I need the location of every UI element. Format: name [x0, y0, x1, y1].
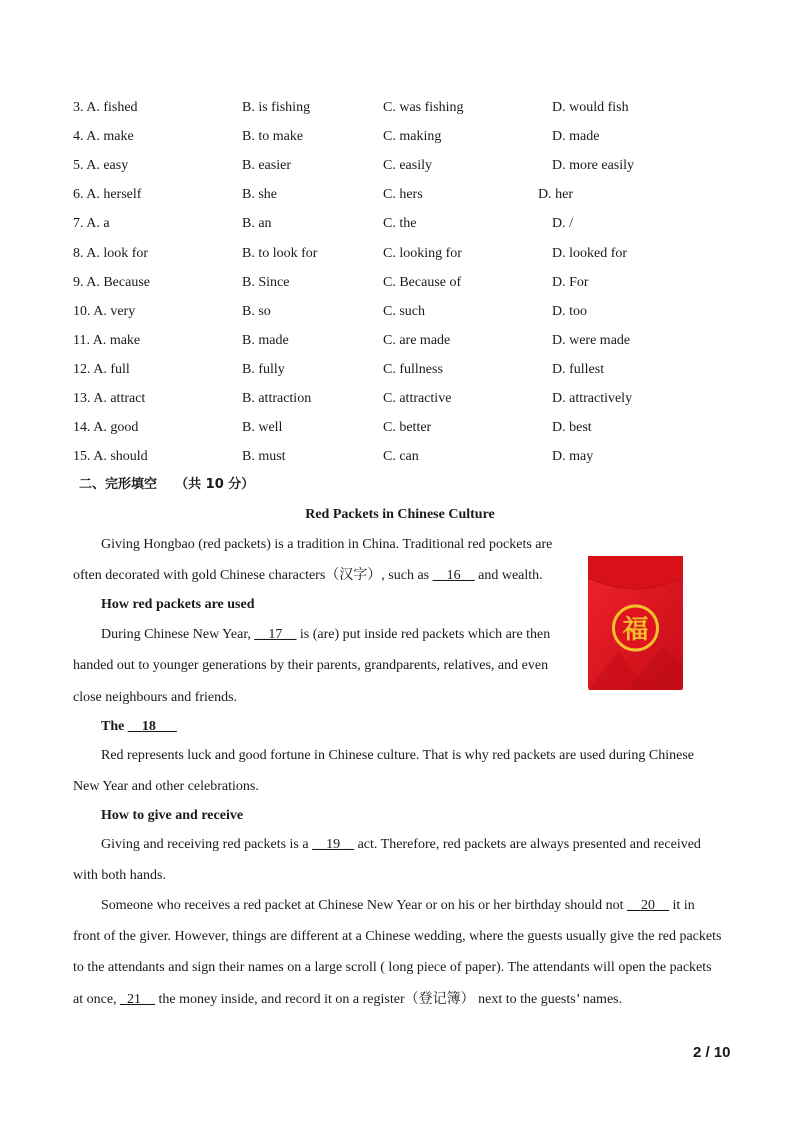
option-a: 7. A. a [73, 216, 110, 232]
blank-17: __17__ [254, 627, 297, 642]
option-a: 6. A. herself [73, 187, 142, 203]
option-b: B. is fishing [242, 100, 311, 115]
subheading-usage: How red packets are used [101, 597, 255, 612]
option-d: D. attractively [552, 391, 633, 406]
option-b: B. attraction [242, 391, 312, 406]
section-score: （共 10 分） [175, 477, 255, 492]
option-row [0, 447, 800, 467]
option-d: D. more easily [552, 158, 635, 174]
subheading-give-receive: How to give and receive [101, 808, 244, 823]
option-c: C. can [383, 449, 419, 465]
option-a: 10. A. very [73, 303, 136, 319]
blank-19: __19__ [312, 837, 355, 852]
option-a: 14. A. good [73, 420, 139, 436]
option-b: B. she [242, 187, 277, 203]
paragraph-line: Giving and receiving red packets is a __19__ act. Therefore, red packets are always presented and received [101, 837, 701, 852]
option-d: D. would fish [552, 100, 629, 115]
paragraph-line: New Year and other celebrations. [73, 779, 259, 794]
option-c: C. the [383, 216, 417, 232]
option-b: B. well [242, 420, 283, 436]
fu-character: 福 [622, 615, 649, 645]
option-b: B. an [242, 216, 272, 232]
blank-18: __18___ [127, 719, 177, 734]
option-d: D. For [552, 274, 589, 290]
option-c: C. are made [383, 332, 451, 348]
option-a: 12. A. full [73, 361, 130, 377]
option-row [0, 418, 800, 438]
option-row [0, 156, 800, 176]
option-row [0, 127, 800, 147]
option-c: C. was fishing [383, 100, 464, 115]
option-d: D. / [552, 216, 573, 232]
blank-16: __16__ [432, 568, 475, 583]
option-b: B. so [242, 303, 271, 319]
option-b: B. to make [242, 129, 304, 145]
option-c: C. easily [383, 158, 432, 174]
option-b: B. fully [242, 361, 285, 377]
paragraph-line: at once, _21__ the money inside, and record it on a register（登记簿） next to the guests’ names. [73, 992, 623, 1007]
section-label: 二、完形填空 [79, 477, 158, 492]
option-c: C. Because of [383, 274, 462, 290]
option-c: C. better [383, 420, 432, 436]
red-packet-icon [588, 556, 683, 690]
paragraph-line: handed out to younger generations by their parents, grandparents, relatives, and even [73, 658, 549, 673]
option-c: C. such [383, 303, 425, 319]
option-b: B. must [242, 449, 286, 465]
option-b: B. easier [242, 158, 291, 174]
paragraph-line: often decorated with gold Chinese characters（汉字）, such as __16__ and wealth. [73, 568, 543, 583]
option-c: C. hers [383, 187, 423, 203]
option-c: C. making [383, 129, 442, 145]
option-a: 8. A. look for [73, 245, 149, 261]
option-row [0, 244, 800, 264]
paragraph-line: Red represents luck and good fortune in Chinese culture. That is why red packets are used during Chinese [101, 748, 695, 763]
paragraph-line: close neighbours and friends. [73, 690, 238, 705]
option-row [0, 273, 800, 293]
paragraph-line: Someone who receives a red packet at Chinese New Year or on his or her birthday should not __20__ it in [101, 898, 695, 913]
paragraph-line: to the attendants and sign their names on a large scroll ( long piece of paper). The attendants will open the packets [73, 960, 712, 975]
option-d: D. too [552, 303, 587, 319]
option-a: 4. A. make [73, 129, 134, 145]
paragraph-line: Giving Hongbao (red packets) is a tradition in China. Traditional red pockets are [101, 537, 553, 552]
option-a: 9. A. Because [73, 274, 150, 290]
option-row [0, 302, 800, 322]
option-d: D. were made [552, 332, 631, 348]
option-c: C. looking for [383, 245, 462, 261]
blank-21: _21__ [120, 992, 156, 1007]
option-d: D. may [552, 449, 594, 465]
option-a: 5. A. easy [73, 158, 129, 174]
option-row [0, 360, 800, 380]
option-d: D. fullest [552, 361, 605, 377]
option-row [0, 98, 800, 118]
blank-20: __20__ [627, 898, 670, 913]
option-row [0, 331, 800, 351]
paragraph-line: with both hands. [73, 868, 166, 883]
passage-title: Red Packets in Chinese Culture [305, 507, 495, 522]
option-a: 3. A. fished [73, 100, 138, 115]
option-b: B. to look for [242, 245, 318, 261]
option-d: D. looked for [552, 245, 628, 261]
option-row [0, 185, 800, 205]
option-a: 15. A. should [73, 449, 148, 465]
option-d: D. best [552, 420, 592, 436]
option-d: D. her [538, 187, 573, 203]
paragraph-line: During Chinese New Year, __17__ is (are) put inside red packets which are then [101, 627, 551, 642]
option-c: C. fullness [383, 361, 443, 377]
section-heading [79, 475, 254, 495]
option-row [0, 389, 800, 409]
option-b: B. Since [242, 274, 290, 290]
option-d: D. made [552, 129, 600, 145]
option-a: 13. A. attract [73, 391, 146, 406]
option-row [0, 214, 800, 234]
subheading-18: The __18___ [101, 719, 177, 734]
page-number: 2 / 10 [693, 1044, 731, 1061]
red-packet-image [588, 556, 683, 690]
option-a: 11. A. make [73, 332, 141, 348]
option-b: B. made [242, 332, 289, 348]
paragraph-line: front of the giver. However, things are different at a Chinese wedding, where the guests usually give the red packets [73, 929, 722, 944]
option-c: C. attractive [383, 391, 452, 406]
